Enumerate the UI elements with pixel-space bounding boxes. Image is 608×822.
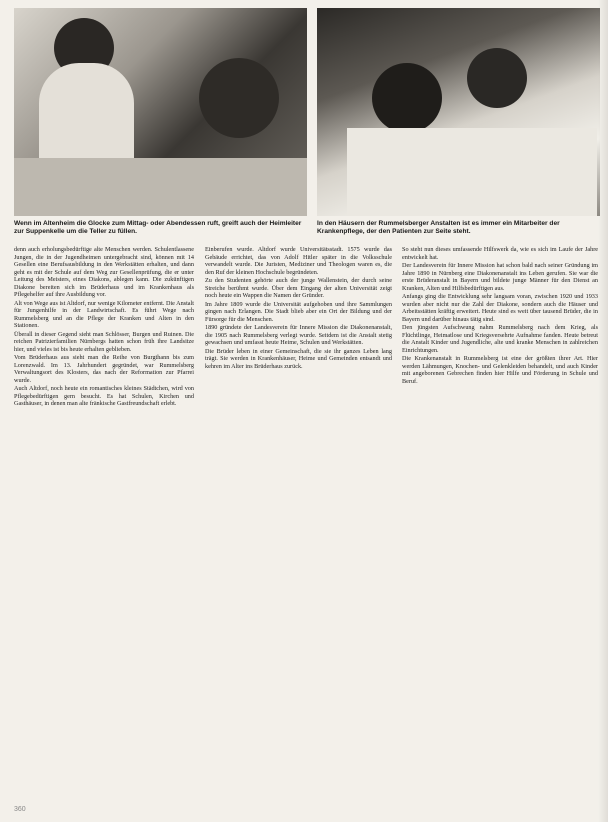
paragraph: Im Jahre 1809 wurde die Universität aufgehoben und ihre Sammlungen gingen nach Erlangen. Die Stadt blieb aber ein Ort der Bildung und der Fürsorge für die Menschen. <box>205 300 392 323</box>
paragraph: Einberufen wurde. Altdorf wurde Universitätsstadt. 1575 wurde das Gebäude errichtet, das von Adolf Hitler später in die Volksschule verwandelt wurde. Die Juristen, Mediziner und Theologen waren es, die den Ruf der kleinen Hochschule begründeten. <box>205 246 392 276</box>
page-edge-shadow <box>598 0 608 822</box>
text-column-3 <box>402 246 598 811</box>
paragraph: denn auch erholungsbedürftige alte Menschen werden. Schulentlassene Jungen, die in der Jugendheimen untergebracht sind, können mit 14 Gesellen eine Berufsausbildung in den Werkstätten erhalten, und dann geht es mit der Schule auf dem Weg zur Gesellenprüfung, die er unter Leitung des Meisters, eines Diakons, ablegen kann. Die zukünftigen Diakone bereiten sich im Brüderhaus und im Krankenhaus als Pflegehelfer auf ihre Ausbildung vor. <box>14 246 194 298</box>
paragraph: Zu den Studenten gehörte auch der junge Wallenstein, der durch seine Streiche berühmt wurde. Über dem Eingang der alten Universität zeigt noch heute ein Wappen die Namen der Gründer. <box>205 277 392 299</box>
text-column-1 <box>14 246 194 811</box>
dining-table <box>14 158 307 216</box>
patient-head-figure <box>467 48 527 108</box>
seated-man-figure <box>199 58 279 138</box>
paragraph: Überall in dieser Gegend sieht man Schlösser, Burgen und Ruinen. Die reichen Patrizierfamilien Nürnbergs hatten schon früh ihre Landsitze hier, und vieles ist bis heute erhalten geblieben. <box>14 330 194 353</box>
page-number: 360 <box>14 806 26 813</box>
paragraph: Vom Brüderhaus aus sieht man die Reihe von Burgthann bis zum Lorenzwald. Im 13. Jahrhundert gegründet, war Rummelsberg Verwaltungsort des Klosters, das nach der Reformation zur Pfarrei wurde. <box>14 354 194 384</box>
nurse-head-figure <box>372 63 442 133</box>
photo-nurse-with-patient <box>317 8 600 216</box>
paragraph: Alt von Wege aus ist Altdorf, nur wenige Kilometer entfernt. Die Anstalt für Jungenhilfe in der Landwirtschaft. Es führt Wege nach Rummelsberg und an die Pflege der Kranken und Alten in den Stationen. <box>14 299 194 329</box>
caption-right: In den Häusern der Rummelsberger Anstalten ist es immer ein Mitarbeiter der Krankenpflege, der den Patienten zur Seite steht. <box>317 220 560 235</box>
paragraph: Auch Altdorf, noch heute ein romantisches kleines Städtchen, wird von Pflegebedürftigen gern besucht. Es hat Schulen, Kirchen und Gasthäuser, in denen man alte fränkische Gastfreundschaft erlebt. <box>14 385 194 407</box>
paragraph: Der Landesverein für Innere Mission hat schon bald nach seiner Gründung im Jahre 1890 in Nürnberg eine Diakonenanstalt ins Leben gerufen. Sie war die erste Brüderanstalt in Bayern und bildete junge Männer für den Dienst an Kranken, Alten und Hilfsbedürftigen aus. <box>402 262 598 292</box>
paragraph: 1890 gründete der Landesverein für Innere Mission die Diakonenanstalt, die 1905 nach Rummelsberg verlegt wurde. Seitdem ist die Anstalt stetig gewachsen und umfasst heute Heime, Schulen und Werkstätten. <box>205 324 392 346</box>
paragraph: So steht nun dieses umfassende Hilfswerk da, wie es sich im Laufe der Jahre entwickelt hat. <box>402 246 598 261</box>
photo-nursing-home-dining <box>14 8 307 216</box>
paragraph: Die Krankenanstalt in Rummelsberg ist eine der größten ihrer Art. Hier werden Lähmungen, Knochen- und Gelenkleiden behandelt, und auch Kinder mit angeborenen Gebrechen finden hier Hilfe und Förderung in Schule und Beruf. <box>402 355 598 385</box>
paragraph: Den jüngsten Aufschwung nahm Rummelsberg nach dem Krieg, als Flüchtlinge, Heimatlose und Kriegsversehrte Aufnahme fanden. Heute betreut die Anstalt Kinder und Jugendliche, alte und kranke Menschen in zahlreichen Einrichtungen. <box>402 324 598 354</box>
paragraph: Anfangs ging die Entwicklung sehr langsam voran, zwischen 1920 und 1933 wurden aber nicht nur die Zahl der Diakone, sondern auch die Häuser und Arbeitsstätten kräftig erweitert. Heute sind es weit über tausend Brüder, die in Bayern und darüber hinaus tätig sind. <box>402 293 598 323</box>
caption-left: Wenn im Altenheim die Glocke zum Mittag- oder Abendessen ruft, greift auch der Heimleiter zur Suppenkelle um die Teller zu füllen. <box>14 220 302 235</box>
text-column-2 <box>205 246 392 811</box>
paragraph: Die Brüder leben in einer Gemeinschaft, die sie ihr ganzes Leben lang trägt. Sie werden in Krankenhäuser, Heime und Gemeinden entsandt und kehren im Alter ins Brüderhaus zurück. <box>205 347 392 370</box>
bed-linen <box>347 128 597 216</box>
